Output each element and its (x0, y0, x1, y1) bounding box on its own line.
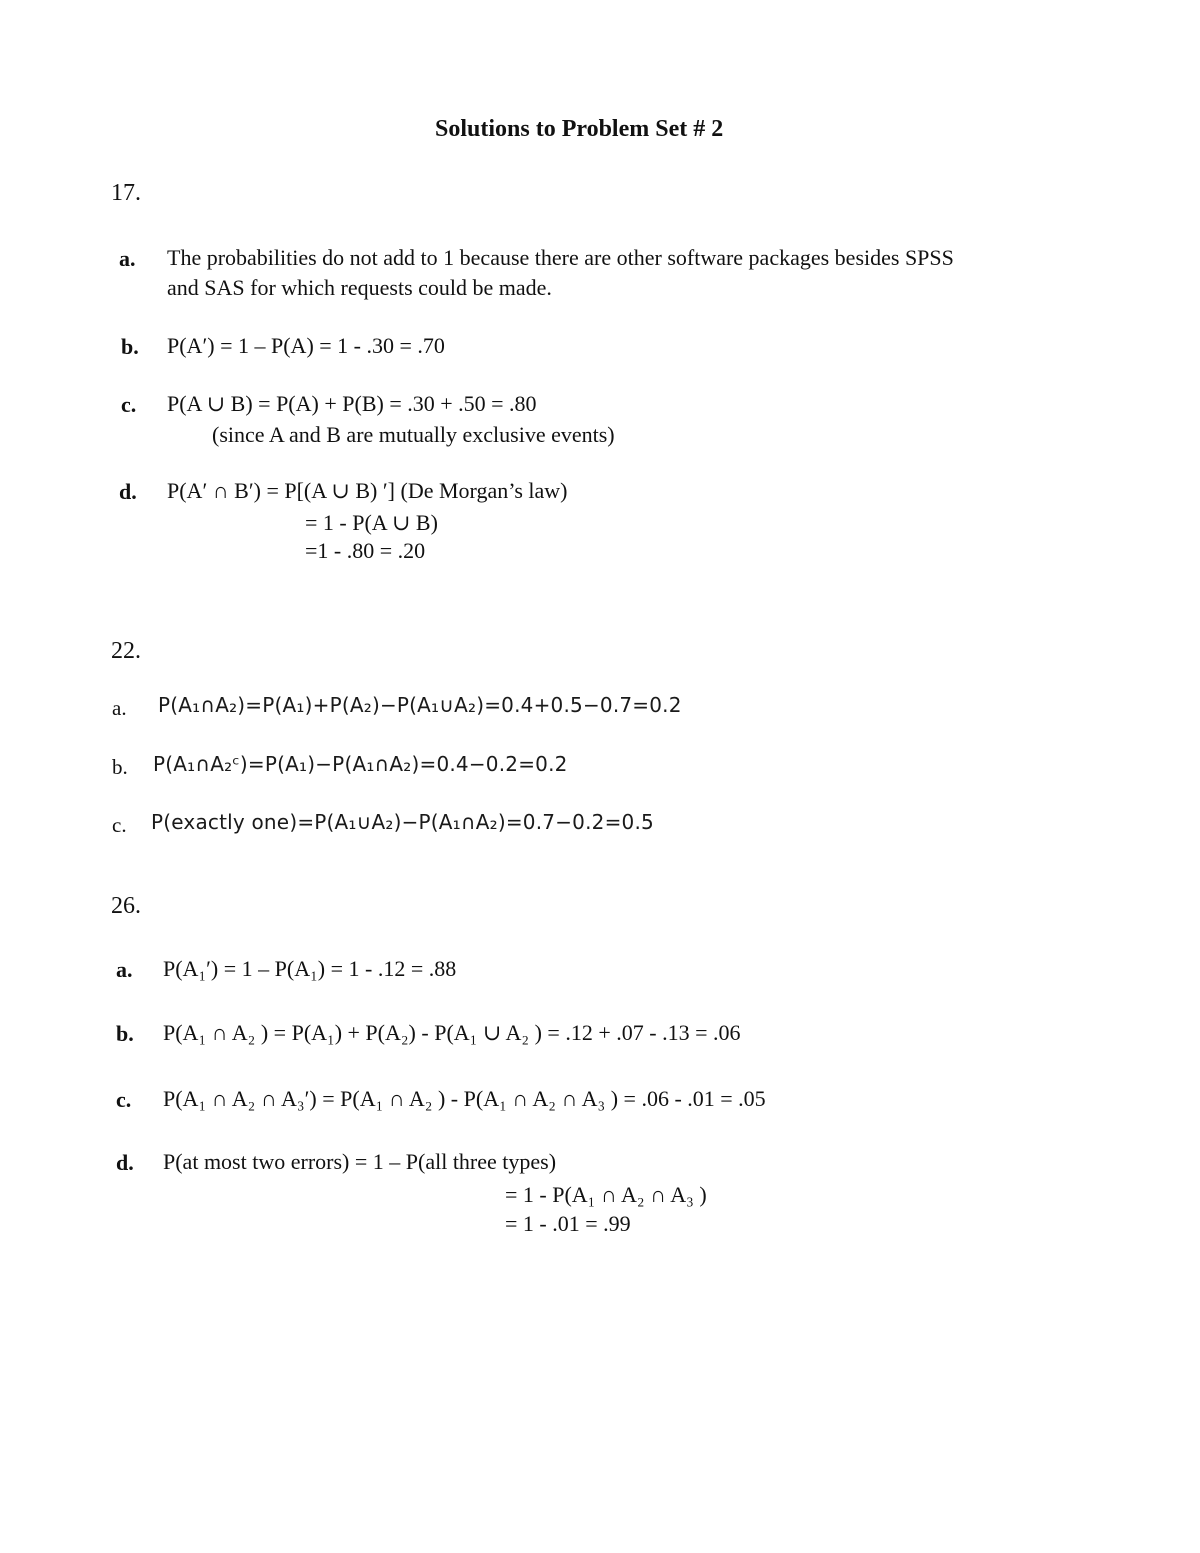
answer-22a: P(A₁∩A₂)=P(A₁)+P(A₂)−P(A₁∪A₂)=0.4+0.5−0.7=0.2 (158, 693, 682, 717)
problem-number-26: 26. (111, 893, 141, 919)
answer-17a-line1: The probabilities do not add to 1 because there are other software packages besides SPSS (167, 245, 954, 270)
answer-17b: P(A′) = 1 – P(A) = 1 - .30 = .70 (167, 333, 445, 358)
problem-number-17: 17. (111, 180, 141, 206)
answer-26c: P(A₁ ∩ A₂ ∩ A₃′) = P(A₁ ∩ A₂ ) - P(A₁ ∩ A₂ ∩ A₃ ) = .06 - .01 = .05 (163, 1086, 766, 1111)
answer-22c: P(exactly one)=P(A₁∪A₂)−P(A₁∩A₂)=0.7−0.2=0.5 (151, 810, 654, 834)
part-label-26d: d. (116, 1150, 134, 1175)
answer-26a: P(A₁′) = 1 – P(A₁) = 1 - .12 = .88 (163, 956, 457, 981)
part-label-26a: a. (116, 957, 133, 982)
answer-17a-line2: and SAS for which requests could be made. (167, 275, 552, 300)
part-label-26b: b. (116, 1021, 134, 1046)
part-label-22b: b. (112, 755, 128, 779)
answer-17c-line1: P(A ∪ B) = P(A) + P(B) = .30 + .50 = .80 (167, 391, 537, 416)
answer-26d-line2: = 1 - P(A₁ ∩ A₂ ∩ A₃ ) (505, 1182, 707, 1207)
answer-17d-line2: = 1 - P(A ∪ B) (305, 510, 438, 535)
part-label-26c: c. (116, 1087, 132, 1112)
answer-22b: P(A₁∩A₂ᶜ)=P(A₁)−P(A₁∩A₂)=0.4−0.2=0.2 (153, 752, 568, 776)
part-label-17b: b. (121, 334, 139, 359)
part-label-17a: a. (119, 246, 136, 271)
part-label-17c: c. (121, 392, 137, 417)
problem-number-22: 22. (111, 638, 141, 664)
answer-26b: P(A₁ ∩ A₂ ) = P(A₁) + P(A₂) - P(A₁ ∪ A₂ ) = .12 + .07 - .13 = .06 (163, 1020, 741, 1045)
answer-17d-line3: =1 - .80 = .20 (305, 538, 426, 563)
part-label-22c: c. (112, 813, 127, 837)
answer-17c-line2: (since A and B are mutually exclusive events) (212, 422, 615, 447)
page-title: Solutions to Problem Set # 2 (435, 116, 724, 142)
answer-26d-line3: = 1 - .01 = .99 (505, 1211, 631, 1236)
part-label-17d: d. (119, 479, 137, 504)
answer-17d-line1: P(A′ ∩ B′) = P[(A ∪ B) ′] (De Morgan’s law) (167, 478, 568, 503)
answer-26d-line1: P(at most two errors) = 1 – P(all three types) (163, 1149, 557, 1174)
part-label-22a: a. (112, 696, 127, 720)
